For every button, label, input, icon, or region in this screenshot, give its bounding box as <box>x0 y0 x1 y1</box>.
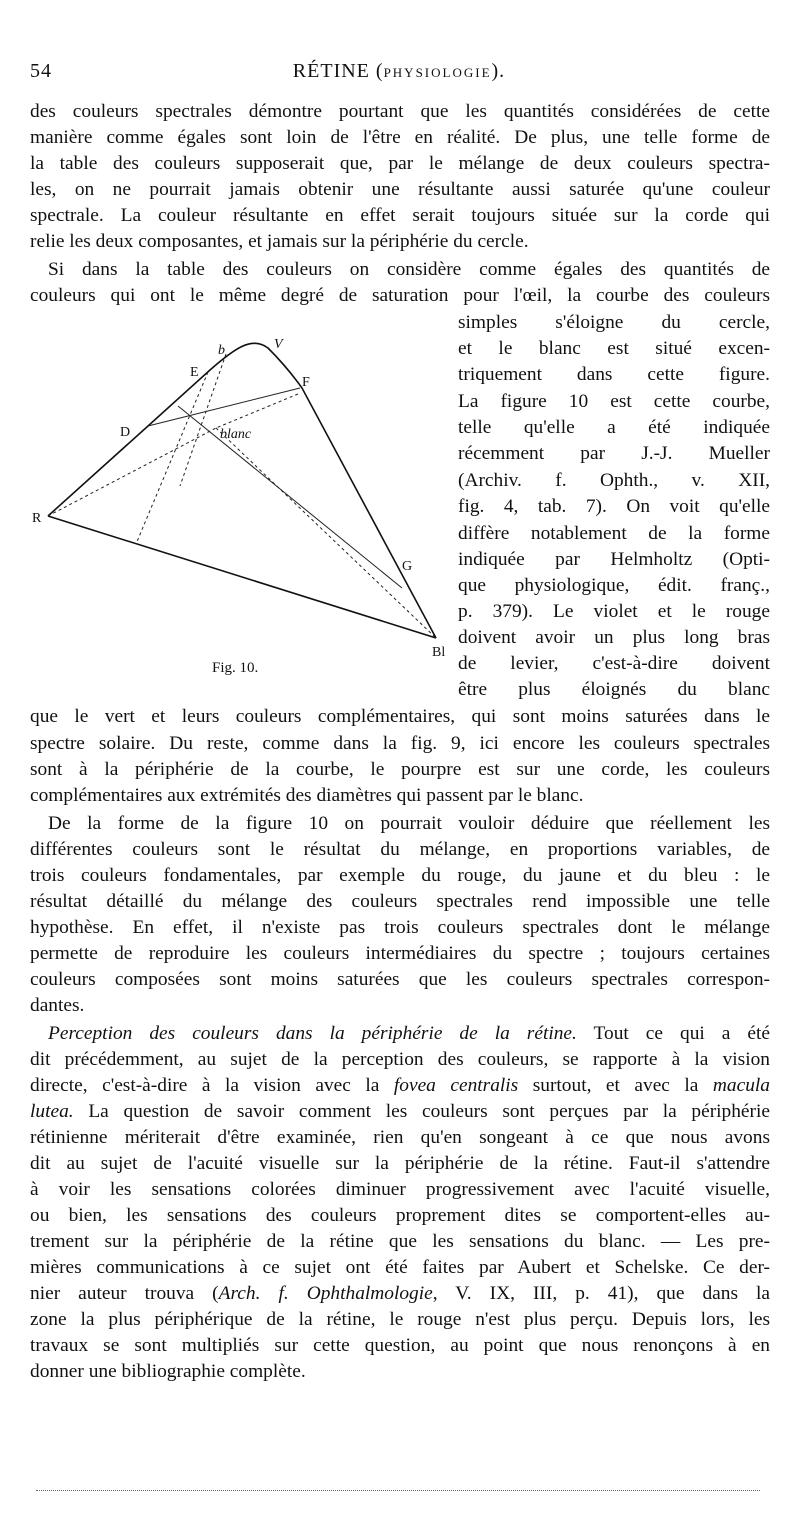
label-R: R <box>32 511 42 526</box>
text-line: (Archiv. f. Ophth., v. XII, <box>458 470 770 491</box>
term-lutea: lutea. <box>30 1101 74 1122</box>
text-line: résultat détaillé du mélange des couleurs spectrales rend impossible une telle <box>30 891 770 912</box>
label-blanc: blanc <box>220 427 252 442</box>
text-line: simples s'éloigne du cercle, <box>458 312 770 333</box>
text-line: dit précédemment, au sujet de la perception des couleurs, se rapporte à la vision <box>30 1049 770 1070</box>
running-title <box>30 60 768 83</box>
page-number: 54 <box>30 60 52 82</box>
text-line: mières communications à ce sujet ont été faites par Aubert et Schelske. Ce der- <box>30 1257 770 1278</box>
dashed-line-b <box>180 354 226 486</box>
text-line: zone la plus périphérique de la rétine, le rouge n'est plus perçu. Depuis lors, les <box>30 1309 770 1330</box>
text-line: telle qu'elle a été indiquée <box>458 417 770 438</box>
label-D: D <box>120 425 131 440</box>
footer-dotted-rule <box>36 1490 760 1491</box>
text-line: dantes. <box>30 995 85 1016</box>
text-line: triquement dans cette figure. <box>458 364 770 385</box>
dashed-line-blanc-Bl <box>216 428 436 638</box>
text-line: donner une bibliographie complète. <box>30 1361 306 1382</box>
solid-line-E-G <box>178 406 402 588</box>
text-line: récemment par J.-J. Mueller <box>458 443 770 464</box>
text-line: des couleurs spectrales démontre pourtant que les quantités considérées de cette <box>30 101 770 122</box>
text-line: La figure 10 est cette courbe, <box>458 391 770 412</box>
text-line: doivent avoir un plus long bras <box>458 627 770 648</box>
text-line: permette de reproduire les couleurs intermédiaires du spectre ; toujours certaines <box>30 943 770 964</box>
term-fovea-centralis: fovea centralis <box>393 1075 519 1096</box>
text-line: diffère notablement de la forme <box>458 523 770 544</box>
text-line: trement sur la périphérie de la rétine que les sensations du blanc. — Les pre- <box>30 1231 770 1252</box>
text-line: travaux se sont multipliés sur cette question, au point que nous renonçons à en <box>30 1335 770 1356</box>
text-line: sont à la périphérie de la courbe, le pourpre est sur une corde, les couleurs <box>30 759 770 780</box>
running-title-sub: PHYSIOLOGIE <box>383 65 492 80</box>
label-E: E <box>190 365 199 380</box>
text-line: p. 379). Le violet et le rouge <box>458 601 770 622</box>
label-b: b <box>218 343 225 358</box>
solid-line-D-F <box>148 388 300 426</box>
text-line: couleurs qui ont le même degré de saturation pour l'œil, la courbe des couleurs <box>30 285 770 306</box>
label-V: V <box>274 337 283 352</box>
text-line: Si dans la table des couleurs on considère comme égales des quantités de <box>48 259 770 280</box>
text-line: spectre solaire. Du reste, comme dans la fig. 9, ici encore les couleurs spectrales <box>30 733 770 754</box>
color-curve-diagram <box>30 326 450 686</box>
text-line: dit au sujet de l'acuité visuelle sur la périphérie de la rétine. Faut-il s'attendre <box>30 1153 770 1174</box>
text-line-fovea: directe, c'est-à-dire à la vision avec la fovea centralis surtout, et avec la macula <box>30 1075 770 1096</box>
term-macula: macula <box>712 1075 770 1096</box>
text-line: fig. 4, tab. 7). On voit qu'elle <box>458 496 770 517</box>
text-line: trois couleurs fondamentales, par exemple du rouge, du jaune et du bleu : le <box>30 865 770 886</box>
text-line: rétinienne mériterait d'être examinée, rien qu'en songeant à ce que nous avons <box>30 1127 770 1148</box>
text-line-reference: nier auteur trouva (Arch. f. Ophthalmologie, V. IX, III, p. 41), que dans la <box>30 1283 770 1304</box>
purple-chord <box>48 516 436 638</box>
text-line: complémentaires aux extrémités des diamètres qui passent par le blanc. <box>30 785 584 806</box>
text-line: et le blanc est situé excen- <box>458 338 770 359</box>
section-heading: Perception des couleurs dans la périphérie de la rétine. <box>48 1023 577 1044</box>
text-line: De la forme de la figure 10 on pourrait vouloir déduire que réellement les <box>48 813 770 834</box>
text-line: relie les deux composantes, et jamais sur la périphérie du cercle. <box>30 231 529 252</box>
text-line: couleurs composées sont moins saturées que les couleurs spectrales correspon- <box>30 969 770 990</box>
text-line: la table des couleurs supposerait que, par le mélange de deux couleurs spectra- <box>30 153 770 174</box>
text-line: ou bien, les sensations des couleurs proprement dites se comportent-elles au- <box>30 1205 770 1226</box>
text-line: les, on ne pourrait jamais obtenir une résultante aussi saturée qu'une couleur <box>30 179 770 200</box>
text-line: que physiologique, édit. franç., <box>458 575 770 596</box>
label-F: F <box>302 375 310 390</box>
text-line: différentes couleurs sont le résultat du mélange, en proportions variables, de <box>30 839 770 860</box>
text-line: manière comme égales sont loin de l'être en réalité. De plus, une telle forme de <box>30 127 770 148</box>
running-title-end: ). <box>491 60 506 82</box>
ref-arch-ophthalmologie: Arch. f. Ophthalmologie <box>218 1283 433 1304</box>
text-line: être plus éloignés du blanc <box>458 679 770 700</box>
label-G: G <box>402 559 413 574</box>
figure-caption: Fig. 10. <box>212 660 259 676</box>
page-header <box>30 60 768 88</box>
label-Bl: Bl <box>432 645 446 660</box>
text-line: de levier, c'est-à-dire doivent <box>458 653 770 674</box>
text-line: à voir les sensations colorées diminuer progressivement avec l'acuité visuelle, <box>30 1179 770 1200</box>
section-heading-line: Perception des couleurs dans la périphérie de la rétine. Tout ce qui a été <box>48 1023 770 1044</box>
text-line: hypothèse. En effet, il n'existe pas trois couleurs spectrales dont le mélange <box>30 917 770 938</box>
text-line: que le vert et leurs couleurs complémentaires, qui sont moins saturées dans le <box>30 706 770 727</box>
text-line-lutea: lutea. La question de savoir comment les couleurs sont perçues par la périphérie <box>30 1101 770 1122</box>
dashed-line-E <box>136 372 208 544</box>
text-line: spectrale. La couleur résultante en effet serait toujours située sur la corde qui <box>30 205 770 226</box>
spectral-curve <box>48 343 436 638</box>
text-line: indiquée par Helmholtz (Opti- <box>458 549 770 570</box>
running-title-main: RÉTINE ( <box>292 60 384 82</box>
figure-10 <box>30 326 450 686</box>
